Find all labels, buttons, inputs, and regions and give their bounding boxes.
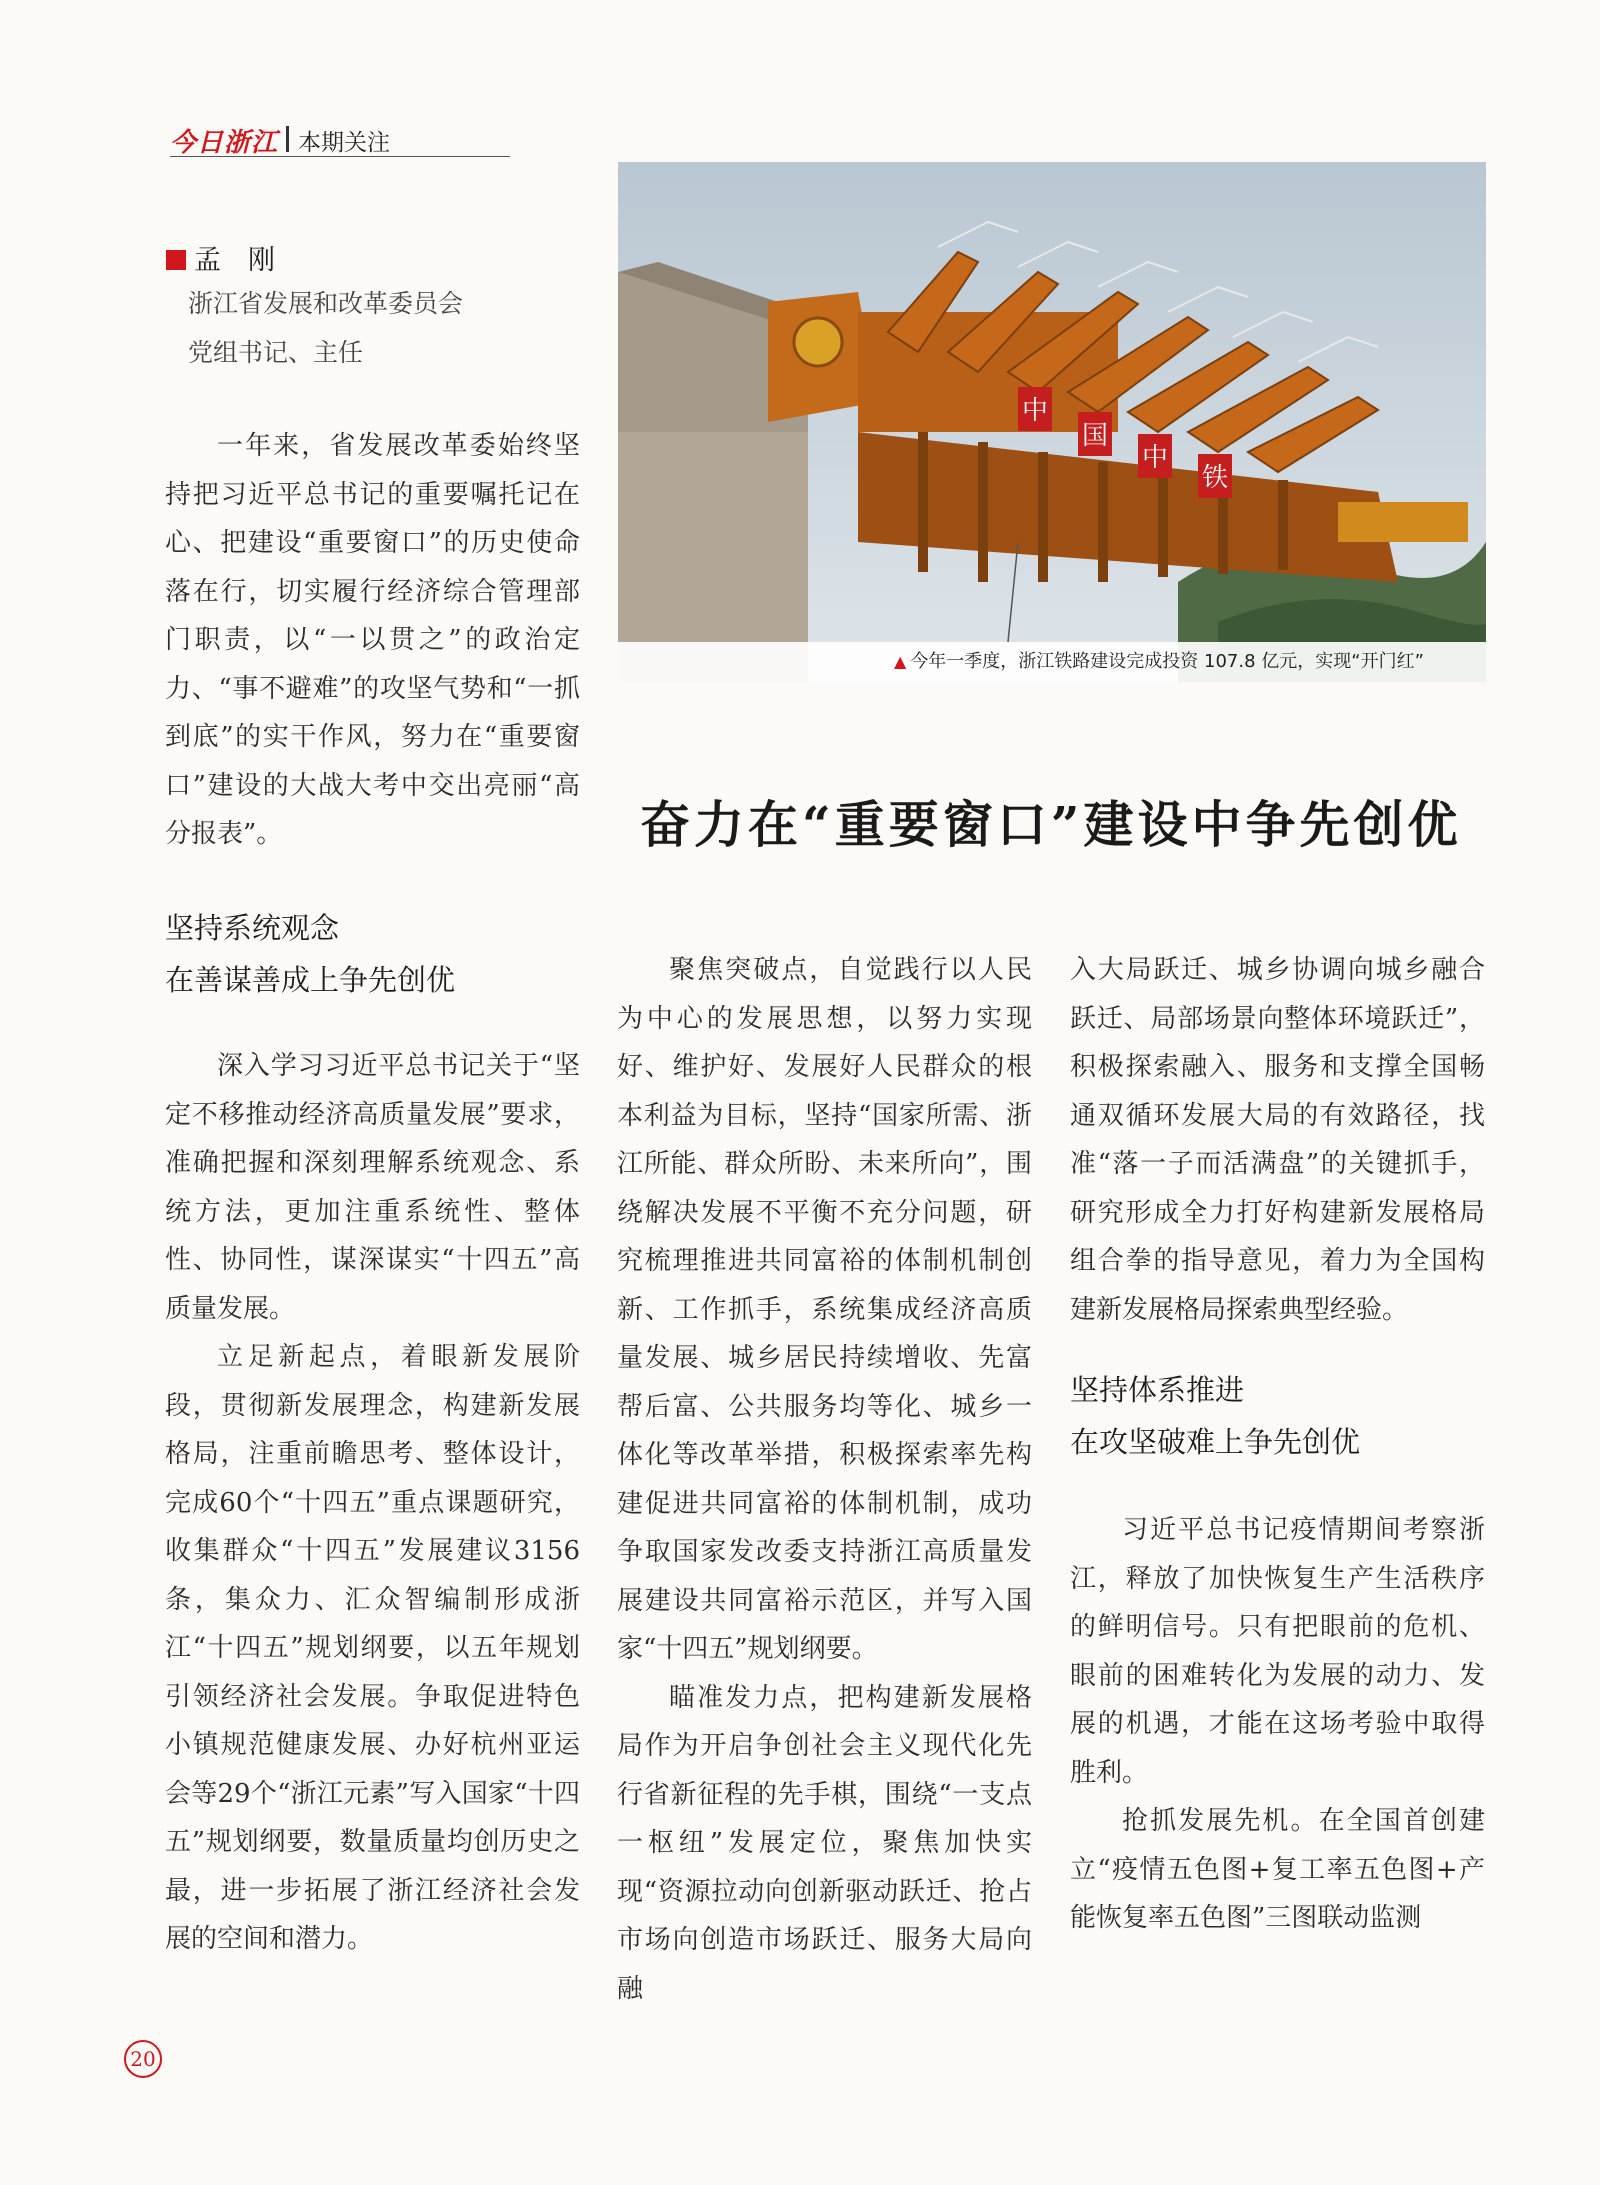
subhead-1-line1: 坚持系统观念 xyxy=(165,911,340,945)
magazine-logo: 今日浙江 xyxy=(170,128,279,158)
triangle-icon: ▲ xyxy=(894,652,907,671)
author-role-line2: 党组书记、主任 xyxy=(188,338,364,367)
article-title: 奋力在“重要窗口”建设中争先创优 xyxy=(640,795,1462,854)
right-paragraph-1: 入大局跃迁、城乡协调向城乡融合跃迁、局部场景向整体环境跃迁”，积极探索融入、服务和支撑全国畅通双循环发展大局的有效路径，找准“落一子而活满盘”的关键抓手，研究形成全力打好构建新发展格局组合拳的指导意见，着力为全国构建新发展格局探索典型经验。 xyxy=(1070,955,1485,1325)
sign-char-2: 国 xyxy=(1081,421,1109,451)
page-number: 20 xyxy=(124,2040,162,2078)
left-paragraph-2: 立足新起点，着眼新发展阶段，贯彻新发展理念，构建新发展格局，注重前瞻思考、整体设计，完成60个“十四五”重点课题研究，收集群众“十四五”发展建议3156条，集众力、汇众智编制形成浙江“十四五”规划纲要，以五年规划引领经济社会发展。争取促进特色小镇规范健康发展、办好杭州亚运会等29个“浙江元素”写入国家“十四五”规划纲要，数量质量均创历史之最，进一步拓展了浙江经济社会发展的空间和潜力。 xyxy=(165,1342,580,1954)
right-paragraph-3: 抢抓发展先机。在全国首创建立“疫情五色图+复工率五色图+产能恢复率五色图”三图联动监测 xyxy=(1070,1806,1485,1933)
subhead-2-line2: 在攻坚破难上争先创优 xyxy=(1070,1425,1361,1459)
right-paragraph-2: 习近平总书记疫情期间考察浙江，释放了加快恢复生产生活秩序的鲜明信号。只有把眼前的危机、眼前的困难转化为发展的动力、发展的机遇，才能在这场考验中取得胜利。 xyxy=(1070,1515,1485,1788)
subhead-1-line2: 在善谋善成上争先创优 xyxy=(165,963,456,997)
bridge-construction-photo xyxy=(618,162,1486,682)
middle-paragraph-1: 聚焦突破点，自觉践行以人民为中心的发展思想，以努力实现好、维护好、发展好人民群众的根本利益为目标，坚持“国家所需、浙江所能、群众所盼、未来所向”，围绕解决发展不平衡不充分问题，研究梳理推进共同富裕的体制机制创新、工作抓手，系统集成经济高质量发展、城乡居民持续增收、先富帮后富、公共服务均等化、城乡一体化等改革举措，积极探索率先构建促进共同富裕的体制机制，成功争取国家发改委支持浙江高质量发展建设共同富裕示范区，并写入国家“十四五”规划纲要。 xyxy=(617,955,1032,1664)
right-column xyxy=(1070,946,1485,1943)
left-column-intro xyxy=(165,422,580,859)
red-square-icon xyxy=(166,250,186,270)
middle-column xyxy=(617,946,1032,2013)
subhead-2-line1: 坚持体系推进 xyxy=(1070,1373,1245,1407)
author-role-line1: 浙江省发展和改革委员会 xyxy=(188,289,464,318)
sign-char-1: 中 xyxy=(1021,396,1049,426)
photo-caption: ▲ 今年一季度，浙江铁路建设完成投资 107.8 亿元，实现“开门红” xyxy=(618,642,1486,682)
section-tag: 本期关注 xyxy=(298,130,390,156)
sign-char-4: 铁 xyxy=(1201,463,1229,493)
sign-char-3: 中 xyxy=(1141,443,1169,473)
left-paragraph-1: 深入学习习近平总书记关于“坚定不移推动经济高质量发展”要求，准确把握和深刻理解系统观念、系统方法，更加注重系统性、整体性、协同性，谋深谋实“十四五”高质量发展。 xyxy=(165,1051,580,1324)
page-header xyxy=(170,124,510,157)
bridge-illustration xyxy=(618,162,1486,682)
header-divider xyxy=(286,126,289,152)
left-column-body xyxy=(165,902,580,1964)
author-name: 孟 刚 xyxy=(166,238,275,277)
intro-paragraph: 一年来，省发展改革委始终坚持把习近平总书记的重要嘱托记在心、把建设“重要窗口”的历史使命落在行，切实履行经济综合管理部门职责，以“一以贯之”的政治定力、“事不避难”的攻坚气势和“一抓到底”的实干作风，努力在“重要窗口”建设的大战大考中交出亮丽“高分报表”。 xyxy=(165,431,580,849)
middle-paragraph-2: 瞄准发力点，把构建新发展格局作为开启争创社会主义现代化先行省新征程的先手棋，围绕“一支点一枢纽”发展定位，聚焦加快实现“资源拉动向创新驱动跃迁、抢占市场向创造市场跃迁、服务大局向融 xyxy=(617,1682,1032,2004)
